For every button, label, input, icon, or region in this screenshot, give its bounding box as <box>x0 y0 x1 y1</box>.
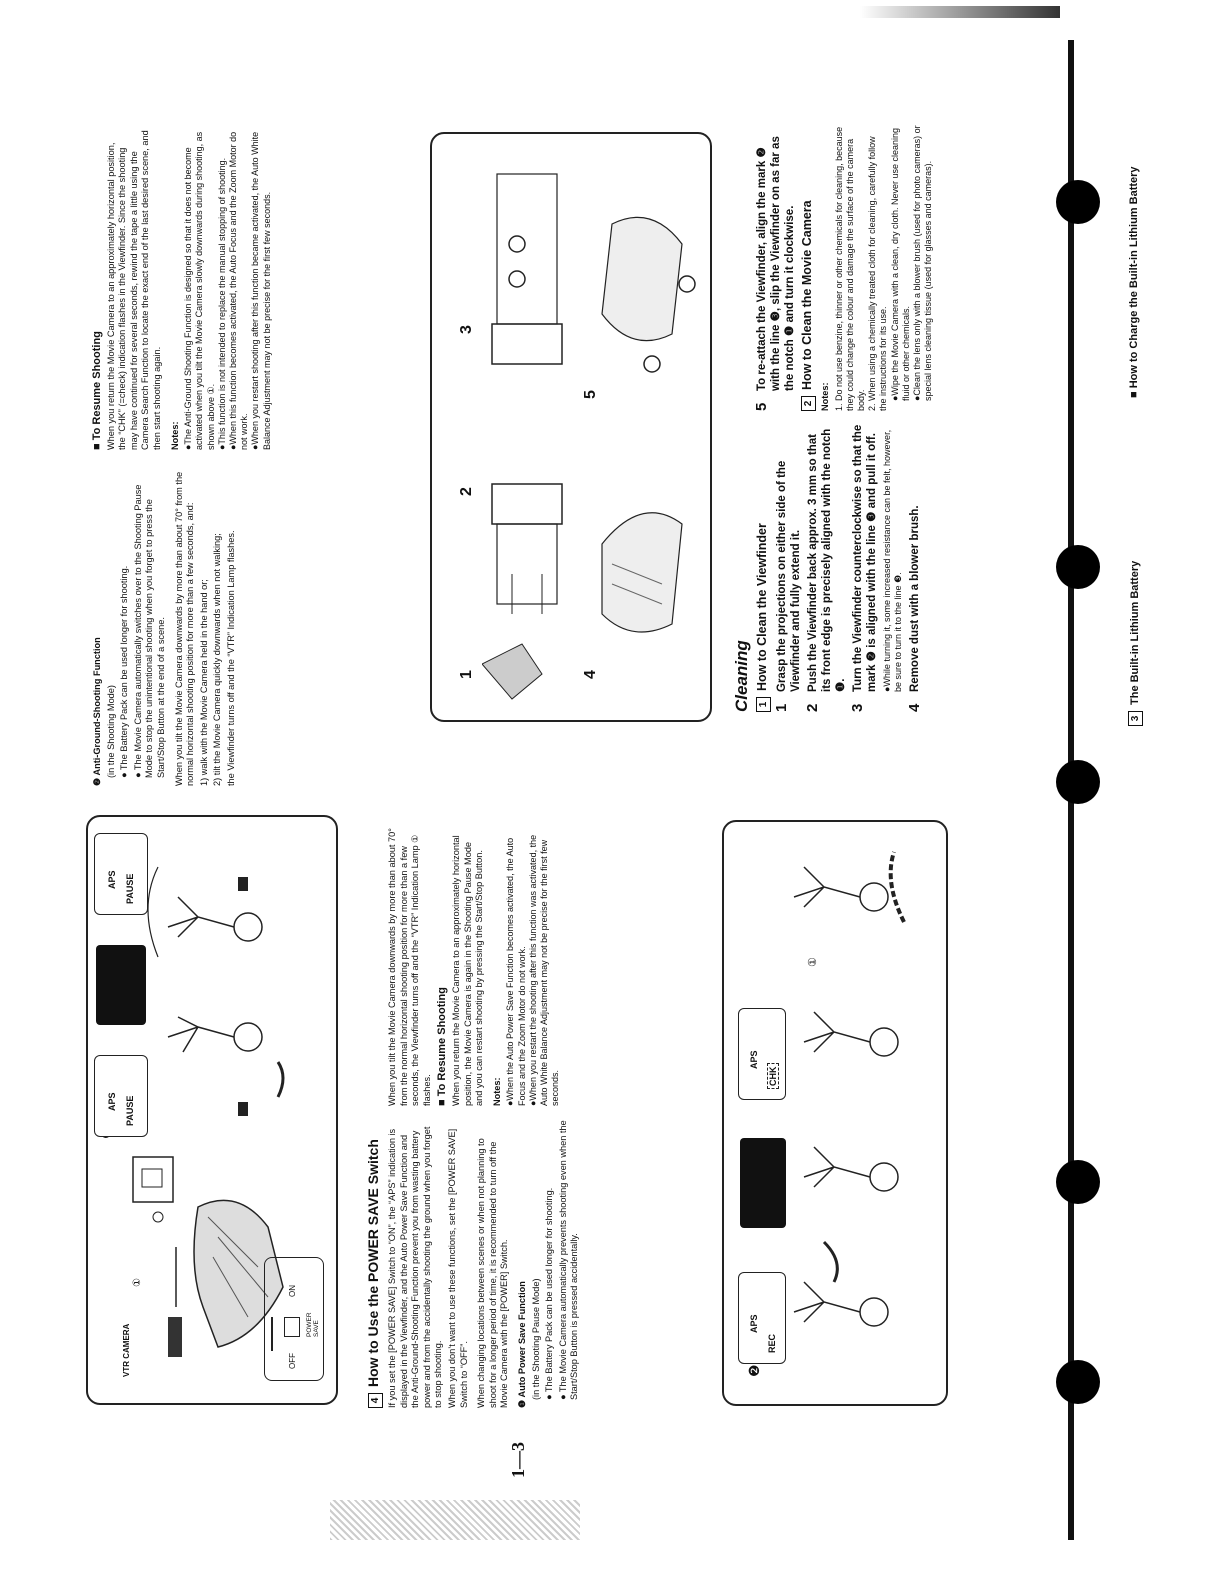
person-walking-figures <box>138 837 298 1157</box>
step-label-1: 1 <box>458 670 475 679</box>
lithium-battery-heading: 3The Built-in Lithium Battery <box>1128 561 1143 726</box>
scan-noise-bottom <box>330 1500 580 1540</box>
ag-note-2: ●This function is not intended to replace the manual stopping of shooting. <box>216 157 227 450</box>
binder-hole <box>1056 545 1100 589</box>
lcd-aps-text: APS <box>107 870 117 889</box>
vtr-camera-label: VTR CAMERA <box>122 1323 131 1377</box>
lcd-chk-text: CHK <box>767 1064 779 1090</box>
lcd-rec-text: REC <box>767 1333 777 1353</box>
anti-ground-cond-2: 2) tilt the Movie Camera quickly downwards when not walking; <box>212 533 223 786</box>
aps-bullet-1: ● The Battery Pack can be used longer for shooting. <box>544 1187 555 1400</box>
lcd-aps-pause-2 <box>94 833 148 915</box>
anti-ground-bullet-2: ● The Movie Camera automatically switches over to the Shooting Pause Mode to stop the unintentional shooting when you forget to press the Start/Stop Button at the end of a scene. <box>132 484 166 778</box>
binder-hole <box>1056 760 1100 804</box>
circle-1-label-2: ① <box>807 957 819 967</box>
lcd-pause-text: PAUSE <box>125 873 135 904</box>
tilt-text: When you tilt the Movie Camera downwards by more than about 70° from the normal horizontal shooting position for more than a few seconds, the Viewfinder turns off and the “VTR” Indication Lamp ① flashes. <box>387 828 432 1106</box>
resume-text: When you return the Movie Camera to an approximately horizontal position, the Movie Camera is again in the Shooting Pause Mode and you can restart shooting by pressing the Start/Stop Button. <box>450 835 485 1106</box>
lcd-aps-text: APS <box>749 1314 759 1333</box>
power-save-intro2: When you don’t want to use these functions, set the [POWER SAVE] Switch to “OFF”. <box>446 1128 469 1408</box>
cleaning-section <box>732 122 934 712</box>
note-1: ●When the Auto Power Save Function becomes activated, the Auto Focus and the Zoom Motor do not work. <box>505 837 527 1106</box>
ag-note-3: ●When this function becomes activated, the Auto Focus and the Zoom Motor do not work. <box>227 131 250 450</box>
clean-camera-heading: 2How to Clean the Movie Camera <box>800 122 816 411</box>
ag-note-1: ●The Anti-Ground Shooting Function is designed so that it does not become activated when you tilt the Movie Camera slowly downwards during shooting, as shown above ①. <box>183 131 216 450</box>
circle-1-label: ① <box>132 1278 143 1287</box>
aps-sub: (in the Shooting Pause Mode) <box>530 1278 541 1400</box>
anti-ground-section <box>92 126 273 786</box>
switch-slider <box>284 1317 300 1337</box>
lcd-aps-chk <box>738 1008 786 1100</box>
page-number: 1—3 <box>508 1442 528 1478</box>
turn-note: ●While turning it, some increased resistance can be felt, however, be sure to turn it to the line ❸. <box>882 429 904 692</box>
charge-lithium-heading: ■ How to Charge the Built-in Lithium Battery <box>1128 166 1140 398</box>
power-save-section <box>365 818 583 1408</box>
person-shooting-figures <box>784 842 934 1382</box>
power-save-intro: If you set the [POWER SAVE] Switch to “ON”, the “APS” indication is displayed in the Viewfinder, and the Auto Power Save Function and the Anti-Ground-Shooting Function prevent you from wasting battery power and from the accidentally shooting the ground when you forget to stop shooting. <box>387 1126 444 1408</box>
anti-ground-tilt: When you tilt the Movie Camera downwards by more than about 70° from the normal horizontal shooting position for more than a few seconds, and: <box>173 471 196 786</box>
binder-hole <box>1056 1360 1100 1404</box>
ag-note-4: ●When you restart shooting after this function became activated, the Auto White Balance Adjustment may not be precise for the first few seconds. <box>250 131 272 450</box>
aps-title: ❶ Auto Power Save Function <box>516 1281 527 1408</box>
section-number: 4 <box>368 1393 383 1408</box>
anti-ground-cond-1: 1) walk with the Movie Camera held in the hand or; <box>198 579 209 786</box>
ag-notes-title: Notes: <box>169 421 180 450</box>
anti-ground-title: ❷ Anti-Ground-Shooting Function <box>92 637 102 786</box>
lcd-aps-text: APS <box>749 1050 759 1069</box>
clean-note-2: 2. When using a chemically treated cloth for cleaning, carefully follow the instructions for its use. <box>867 136 889 411</box>
clean-step-5: 5 To re-attach the Viewfinder, align the mark ❷ with the line ❸, slip the Viewfinder on as far as the notch ❶ and turn it clockwise. <box>753 136 796 411</box>
note-2: ●When you restart the shooting after this function was activated, the Auto White Balance Adjustment may not be precise for the first few seconds. <box>527 834 561 1106</box>
lcd-aps-text: APS <box>107 1092 117 1111</box>
lcd-pause-text: PAUSE <box>125 1095 135 1126</box>
fig2-marker: ❷ <box>746 1364 762 1377</box>
power-save-label: POWER SAVE <box>306 1312 320 1337</box>
step-label-3: 3 <box>458 325 475 334</box>
binder-hole <box>1056 1160 1100 1204</box>
off-label: OFF <box>288 1353 297 1369</box>
figure-panel-anti-ground <box>722 820 948 1406</box>
power-save-changing: When changing locations between scenes or when not planning to shoot for a longer period of time, it is recommended to turn off the Movie Camera with the [POWER] Switch. <box>476 1138 510 1408</box>
on-label: ON <box>288 1285 297 1297</box>
power-save-heading <box>365 818 383 1408</box>
binder-hole <box>1056 180 1100 224</box>
step-label-4: 4 <box>582 670 599 679</box>
figure-panel-viewfinder-steps <box>430 132 712 722</box>
anti-ground-bullet-1: ● The Battery Pack can be used longer for shooting. <box>119 565 130 778</box>
viewfinder-off-screen <box>96 945 146 1025</box>
clean-notes-title: Notes: <box>820 382 830 411</box>
figure-panel-auto-power-save <box>86 815 338 1405</box>
ag-resume-text: When you return the Movie Camera to an approximately horizontal position, the “CHK” (=check) indication flashes in the Viewfinder. Since the shooting may have continued for several seconds, rewind the tape a little using the Camera Search Function to locate the exact end of the last desired scene, and then start shooting again. <box>105 130 162 450</box>
step-label-5: 5 <box>582 390 599 399</box>
lcd-aps-rec <box>738 1272 786 1364</box>
aps-bullet-2: ● The Movie Camera automatically prevents shooting even when the Start/Stop Button is pressed accidentally. <box>557 1120 580 1400</box>
power-save-title: How to Use the POWER SAVE Switch <box>365 1139 381 1387</box>
clean-step-3: 3 Turn the Viewfinder counterclockwise so that the mark ❷ is aligned with the line ❸ and pull it off. <box>849 424 878 712</box>
clean-viewfinder-heading: 1How to Clean the Viewfinder <box>755 423 771 712</box>
anti-ground-sub: (in the Shooting Mode) <box>105 685 116 778</box>
clean-note-4: ●Clean the lens only with a blower brush (used for photo cameras) or special lens cleaning tissue (used for glasses and cameras). <box>912 125 934 401</box>
switch-arrow <box>271 1317 273 1351</box>
clean-step-2: 2 Push the Viewfinder back approx. 3 mm so that its front edge is precisely aligned with the notch ❶. <box>804 428 847 712</box>
viewfinder-off-screen-2 <box>740 1138 786 1228</box>
clean-note-3: ●Wipe the Movie Camera with a clean, dry cloth. Never use cleaning fluid or other chemicals. <box>889 127 911 401</box>
clean-step-1: 1 Grasp the projections on either side of the Viewfinder and fully extend it. <box>773 460 802 712</box>
ag-resume-title: ■ To Resume Shooting <box>91 331 103 450</box>
anti-ground-after: the Viewfinder turns off and the “VTR” Indication Lamp flashes. <box>225 530 236 786</box>
resume-title: ■ To Resume Shooting <box>436 987 449 1106</box>
viewfinder-step-drawings <box>482 144 702 704</box>
step-label-2: 2 <box>458 487 475 496</box>
notes-title: Notes: <box>491 1077 502 1106</box>
clean-step-4: 4 Remove dust with a blower brush. <box>906 505 924 712</box>
scan-noise-top <box>860 6 1060 18</box>
clean-note-1: 1. Do not use benzine, thinner or other chemicals for cleaning, because they could change the colour and damage the surface of the camera body. <box>833 126 866 411</box>
cleaning-title: Cleaning <box>732 640 751 712</box>
